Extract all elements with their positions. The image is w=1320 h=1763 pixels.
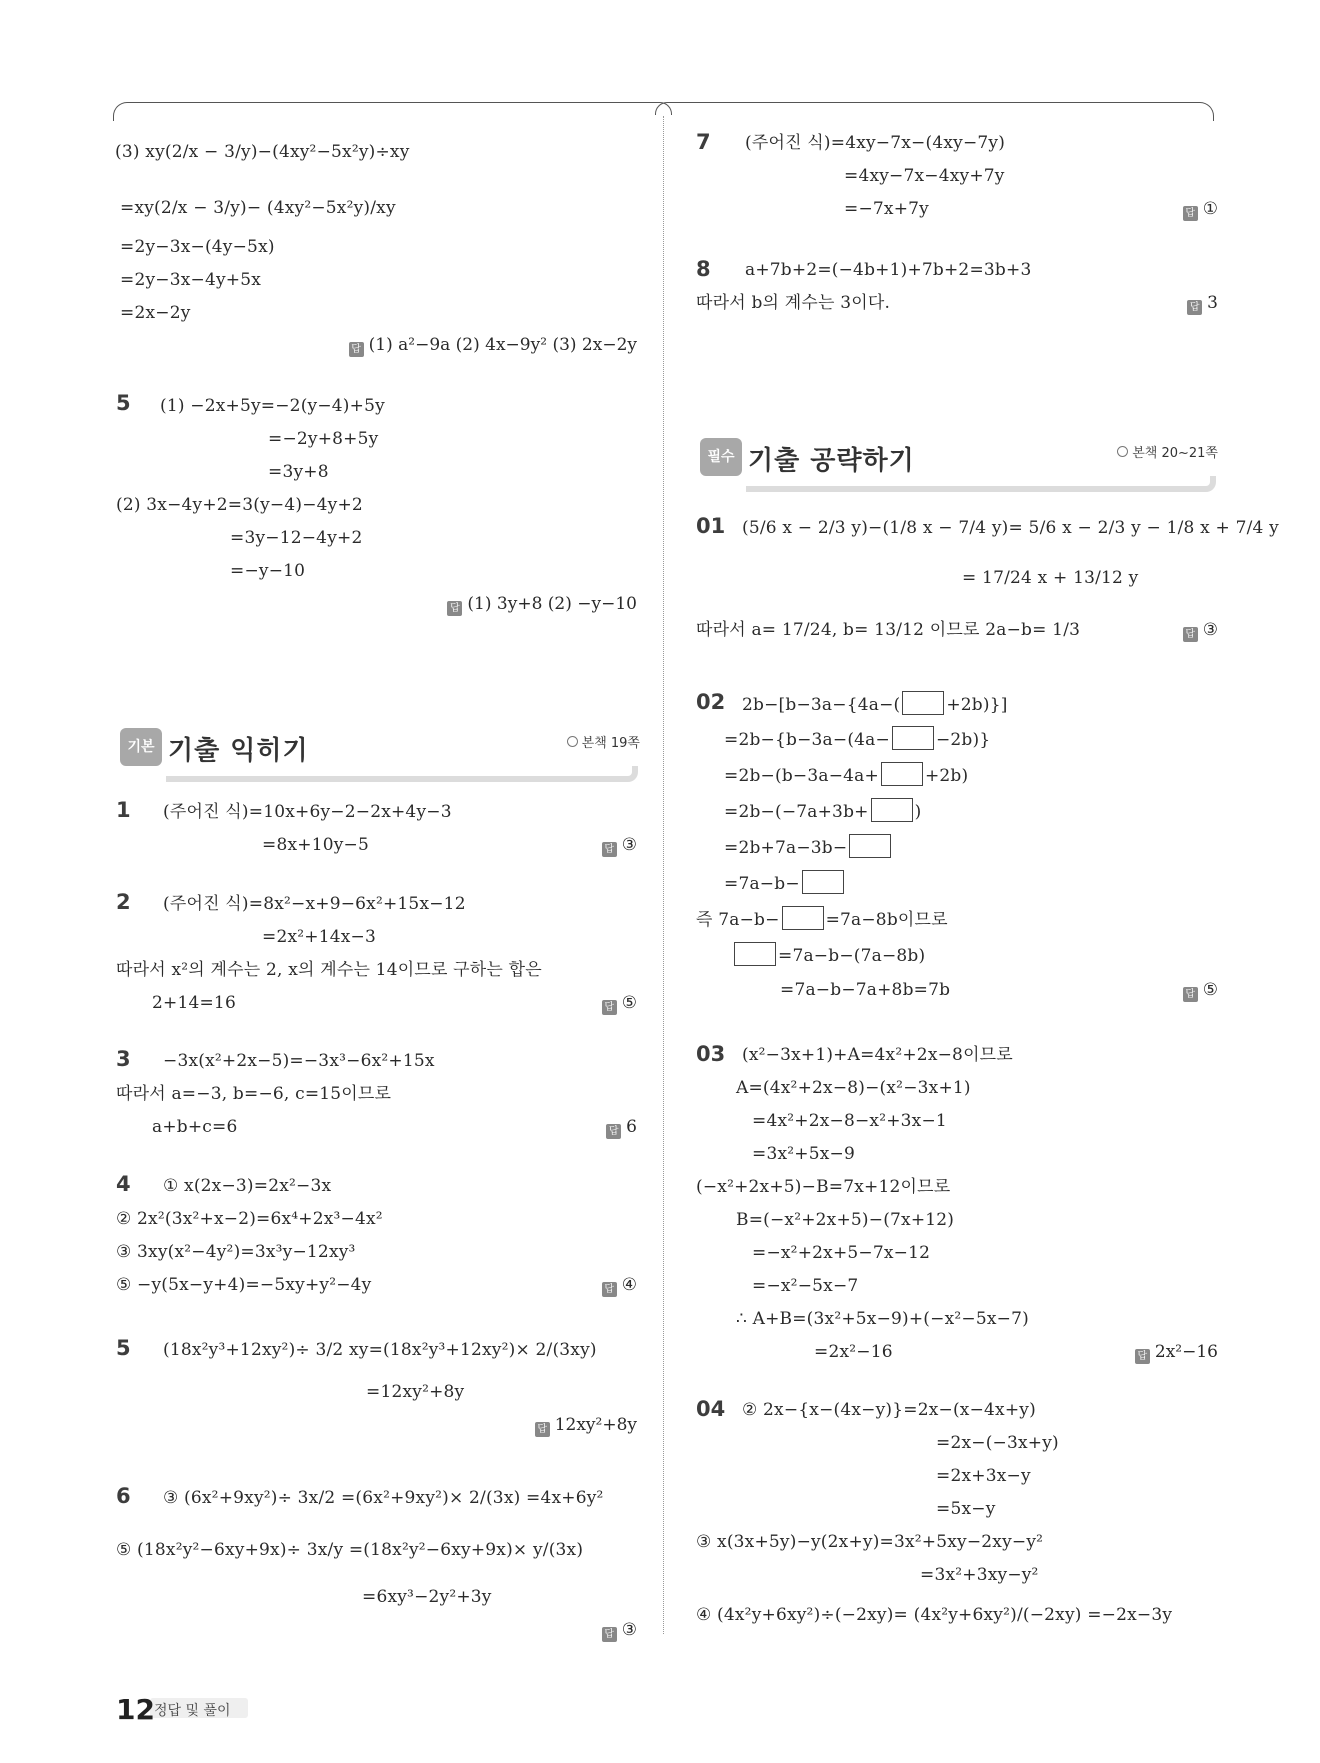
solution-line: =2x−(−3x+y) <box>936 1433 1059 1453</box>
blank-box <box>849 834 891 858</box>
solution-line: (2) 3x−4y+2=3(y−4)−4y+2 <box>116 495 363 515</box>
solution-line: =−2y+8+5y <box>268 429 379 449</box>
section-header-essential <box>700 432 1218 484</box>
answer-line <box>1183 618 1218 642</box>
solution-line: =4xy−7x−4xy+7y <box>844 166 1005 186</box>
answer-value: ③ <box>1202 620 1218 640</box>
answer-mark-icon: 답 <box>1183 206 1198 221</box>
solution-line: =4x²+2x−8−x²+3x−1 <box>752 1111 947 1131</box>
answer-line <box>602 1273 637 1297</box>
solution-line: (18x²y³+12xy²)÷ 3/2 xy=(18x²y³+12xy²)× 2/(3xy) <box>163 1340 597 1360</box>
problem-number: 02 <box>696 690 726 714</box>
solution-line: (5/6 x − 2/3 y)−(1/8 x − 7/4 y)= 5/6 x − 2/3 y − 1/8 x + 7/4 y <box>742 518 1279 538</box>
solution-line <box>724 726 990 752</box>
solution-line: 따라서 b의 계수는 3이다. <box>696 293 891 313</box>
answer-value: (1) 3y+8 (2) −y−10 <box>467 594 637 614</box>
expr-text: +2b)}] <box>946 695 1008 715</box>
solution-line: =2y−3x−4y+5x <box>120 270 262 290</box>
solution-line: ② 2x−{x−(4x−y)}=2x−(x−4x+y) <box>742 1400 1036 1420</box>
section-underline <box>746 476 1216 492</box>
expr-text: −2b)} <box>935 730 991 750</box>
answer-mark-icon: 답 <box>535 1422 550 1437</box>
answer-value: ③ <box>621 1620 637 1640</box>
blank-box <box>892 726 934 750</box>
solution-line: =2x²+14x−3 <box>262 927 376 947</box>
solution-line: 따라서 a=−3, b=−6, c=15이므로 <box>116 1084 392 1104</box>
problem-number: 4 <box>116 1172 131 1196</box>
solution-line: =−y−10 <box>230 561 306 581</box>
solution-line: ① x(2x−3)=2x²−3x <box>163 1176 332 1196</box>
problem-number: 2 <box>116 890 131 914</box>
solution-line: ④ (4x²y+6xy²)÷(−2xy)= (4x²y+6xy²)/(−2xy) =−2x−3y <box>696 1605 1173 1625</box>
solution-line: a+b+c=6 <box>152 1117 238 1137</box>
solution-line: =3y+8 <box>268 462 329 482</box>
solution-line <box>742 691 1008 717</box>
footer-label: 정답 및 풀이 <box>154 1703 231 1719</box>
blank-box <box>734 942 776 966</box>
answer-line <box>535 1413 637 1437</box>
solution-line <box>724 870 846 896</box>
solution-line: = 17/24 x + 13/12 y <box>962 568 1139 588</box>
solution-line: −3x(x²+2x−5)=−3x³−6x²+15x <box>163 1051 435 1071</box>
answer-line <box>1187 291 1218 315</box>
solution-line: =3x²+3xy−y² <box>920 1565 1039 1585</box>
solution-line: ③ 3xy(x²−4y²)=3x³y−12xy³ <box>116 1242 356 1262</box>
answer-value: ④ <box>621 1275 637 1295</box>
expr-text: =2b−(b−3a−4a+ <box>724 766 879 786</box>
solution-line: (주어진 식)=4xy−7x−(4xy−7y) <box>745 133 1006 153</box>
solution-line: =−7x+7y <box>844 199 929 219</box>
solution-line: =2x+3x−y <box>936 1466 1031 1486</box>
problem-number: 5 <box>116 1336 131 1360</box>
expr-text: =7a−b−(7a−8b) <box>778 946 926 966</box>
solution-line: ③ (6x²+9xy²)÷ 3x/2 =(6x²+9xy²)× 2/(3x) =4x+6y² <box>163 1488 604 1508</box>
answer-line <box>1183 978 1218 1002</box>
problem-number: 3 <box>116 1047 131 1071</box>
answer-mark-icon: 답 <box>606 1124 621 1139</box>
blank-box <box>782 906 824 930</box>
section-reference <box>567 732 640 751</box>
solution-line: =12xy²+8y <box>366 1382 465 1402</box>
expr-text: =2b−(−7a+3b+ <box>724 802 869 822</box>
solution-line: =5x−y <box>936 1499 996 1519</box>
section-reference-text: 본책 19쪽 <box>581 736 640 751</box>
answer-line <box>1183 197 1218 221</box>
answer-value: ① <box>1202 199 1218 219</box>
expr-text: 2b−[b−3a−{4a−( <box>742 695 901 715</box>
expr-text: ) <box>914 802 922 822</box>
problem-number: 7 <box>696 130 711 154</box>
expr-text: =2b−{b−3a−(4a− <box>724 730 890 750</box>
solution-line: =xy(2/x − 3/y)− (4xy²−5x²y)/xy <box>120 198 396 218</box>
solution-line: ③ x(3x+5y)−y(2x+y)=3x²+5xy−2xy−y² <box>696 1532 1044 1552</box>
answer-mark-icon: 답 <box>447 601 462 616</box>
solution-line: =3x²+5x−9 <box>752 1144 855 1164</box>
solution-line: =−x²−5x−7 <box>752 1276 859 1296</box>
problem-number: 1 <box>116 798 131 822</box>
expr-text: =7a−b− <box>724 874 800 894</box>
expr-text: =2b+7a−3b− <box>724 838 848 858</box>
expr-text: +2b) <box>924 766 969 786</box>
section-reference <box>1117 442 1218 461</box>
solution-line <box>724 834 893 860</box>
solution-line: =3y−12−4y+2 <box>230 528 363 548</box>
solution-line <box>696 906 948 932</box>
answer-value: 12xy²+8y <box>554 1415 637 1435</box>
solution-line: 2+14=16 <box>152 993 236 1013</box>
column-divider <box>663 116 664 1634</box>
solution-line: =6xy³−2y²+3y <box>362 1587 492 1607</box>
answer-mark-icon: 답 <box>1135 1349 1150 1364</box>
solution-line: ⑤ −y(5x−y+4)=−5xy+y²−4y <box>116 1275 372 1295</box>
answer-mark-icon: 답 <box>1183 987 1198 1002</box>
answer-value: 3 <box>1207 293 1218 313</box>
answer-line <box>602 991 637 1015</box>
circle-bullet-icon <box>567 736 578 747</box>
answer-line <box>602 833 637 857</box>
solution-line: (x²−3x+1)+A=4x²+2x−8이므로 <box>742 1045 1013 1065</box>
solution-line: (3) xy(2/x − 3/y)−(4xy²−5x²y)÷xy <box>115 142 410 162</box>
right-column-frame <box>667 102 1214 121</box>
answer-value: ③ <box>621 835 637 855</box>
answer-mark-icon: 답 <box>602 1627 617 1642</box>
solution-line: =7a−b−7a+8b=7b <box>780 980 951 1000</box>
solution-line: ② 2x²(3x²+x−2)=6x⁴+2x³−4x² <box>116 1209 383 1229</box>
left-column-frame <box>113 102 660 121</box>
solution-line: B=(−x²+2x+5)−(7x+12) <box>736 1210 955 1230</box>
answer-value: 2x²−16 <box>1154 1342 1218 1362</box>
solution-line: 따라서 a= 17/24, b= 13/12 이므로 2a−b= 1/3 <box>696 620 1081 640</box>
answer-mark-icon: 답 <box>602 1000 617 1015</box>
answer-line <box>447 592 637 616</box>
solution-line: =2x−2y <box>120 303 191 323</box>
solution-line: =8x+10y−5 <box>262 835 369 855</box>
expr-text: 즉 7a−b− <box>696 910 780 930</box>
solution-line: 따라서 x²의 계수는 2, x의 계수는 14이므로 구하는 합은 <box>116 960 542 980</box>
section-badge: 필수 <box>700 438 742 476</box>
problem-number: 01 <box>696 514 726 538</box>
problem-number: 6 <box>116 1484 131 1508</box>
answer-mark-icon: 답 <box>1183 627 1198 642</box>
answer-value: 6 <box>626 1117 637 1137</box>
circle-bullet-icon <box>1117 446 1128 457</box>
section-underline <box>166 766 638 782</box>
answer-value: ⑤ <box>1202 980 1218 1000</box>
solution-line: (주어진 식)=10x+6y−2−2x+4y−3 <box>163 802 452 822</box>
solution-line <box>724 798 921 824</box>
answer-line <box>606 1115 637 1139</box>
solution-line: a+7b+2=(−4b+1)+7b+2=3b+3 <box>745 260 1032 280</box>
answer-mark-icon: 답 <box>602 842 617 857</box>
section-reference-text: 본책 20~21쪽 <box>1132 446 1218 461</box>
answer-mark-icon: 답 <box>349 342 364 357</box>
page-number: 12 <box>116 1693 155 1726</box>
solution-line: =2y−3x−(4y−5x) <box>120 237 275 257</box>
section-title: 기출 공략하기 <box>748 446 915 476</box>
section-header-basic <box>120 722 640 774</box>
solution-line: =2x²−16 <box>814 1342 893 1362</box>
solution-line: (−x²+2x+5)−B=7x+12이므로 <box>696 1177 951 1197</box>
problem-number: 04 <box>696 1397 726 1421</box>
solution-line: =−x²+2x+5−7x−12 <box>752 1243 931 1263</box>
answer-line <box>1135 1340 1218 1364</box>
answer-value: (1) a²−9a (2) 4x−9y² (3) 2x−2y <box>368 335 637 355</box>
solution-line: A=(4x²+2x−8)−(x²−3x+1) <box>736 1078 971 1098</box>
answer-mark-icon: 답 <box>1187 300 1202 315</box>
answer-mark-icon: 답 <box>602 1282 617 1297</box>
answer-line <box>349 333 637 357</box>
blank-box <box>881 762 923 786</box>
solution-line: ⑤ (18x²y²−6xy+9x)÷ 3x/y =(18x²y²−6xy+9x)× y/(3x) <box>116 1540 584 1560</box>
expr-text: =7a−8b이므로 <box>825 910 948 930</box>
answer-value: ⑤ <box>621 993 637 1013</box>
section-title: 기출 익히기 <box>168 736 309 766</box>
section-badge: 기본 <box>120 728 162 766</box>
blank-box <box>802 870 844 894</box>
solution-line <box>724 762 968 788</box>
blank-box <box>902 691 944 715</box>
problem-number: 8 <box>696 257 711 281</box>
solution-line <box>732 942 925 968</box>
problem-number: 03 <box>696 1042 726 1066</box>
solution-line: (1) −2x+5y=−2(y−4)+5y <box>160 396 385 416</box>
blank-box <box>871 798 913 822</box>
problem-number: 5 <box>116 391 131 415</box>
solution-line: (주어진 식)=8x²−x+9−6x²+15x−12 <box>163 894 466 914</box>
answer-line <box>602 1618 637 1642</box>
solution-line: ∴ A+B=(3x²+5x−9)+(−x²−5x−7) <box>736 1309 1029 1329</box>
